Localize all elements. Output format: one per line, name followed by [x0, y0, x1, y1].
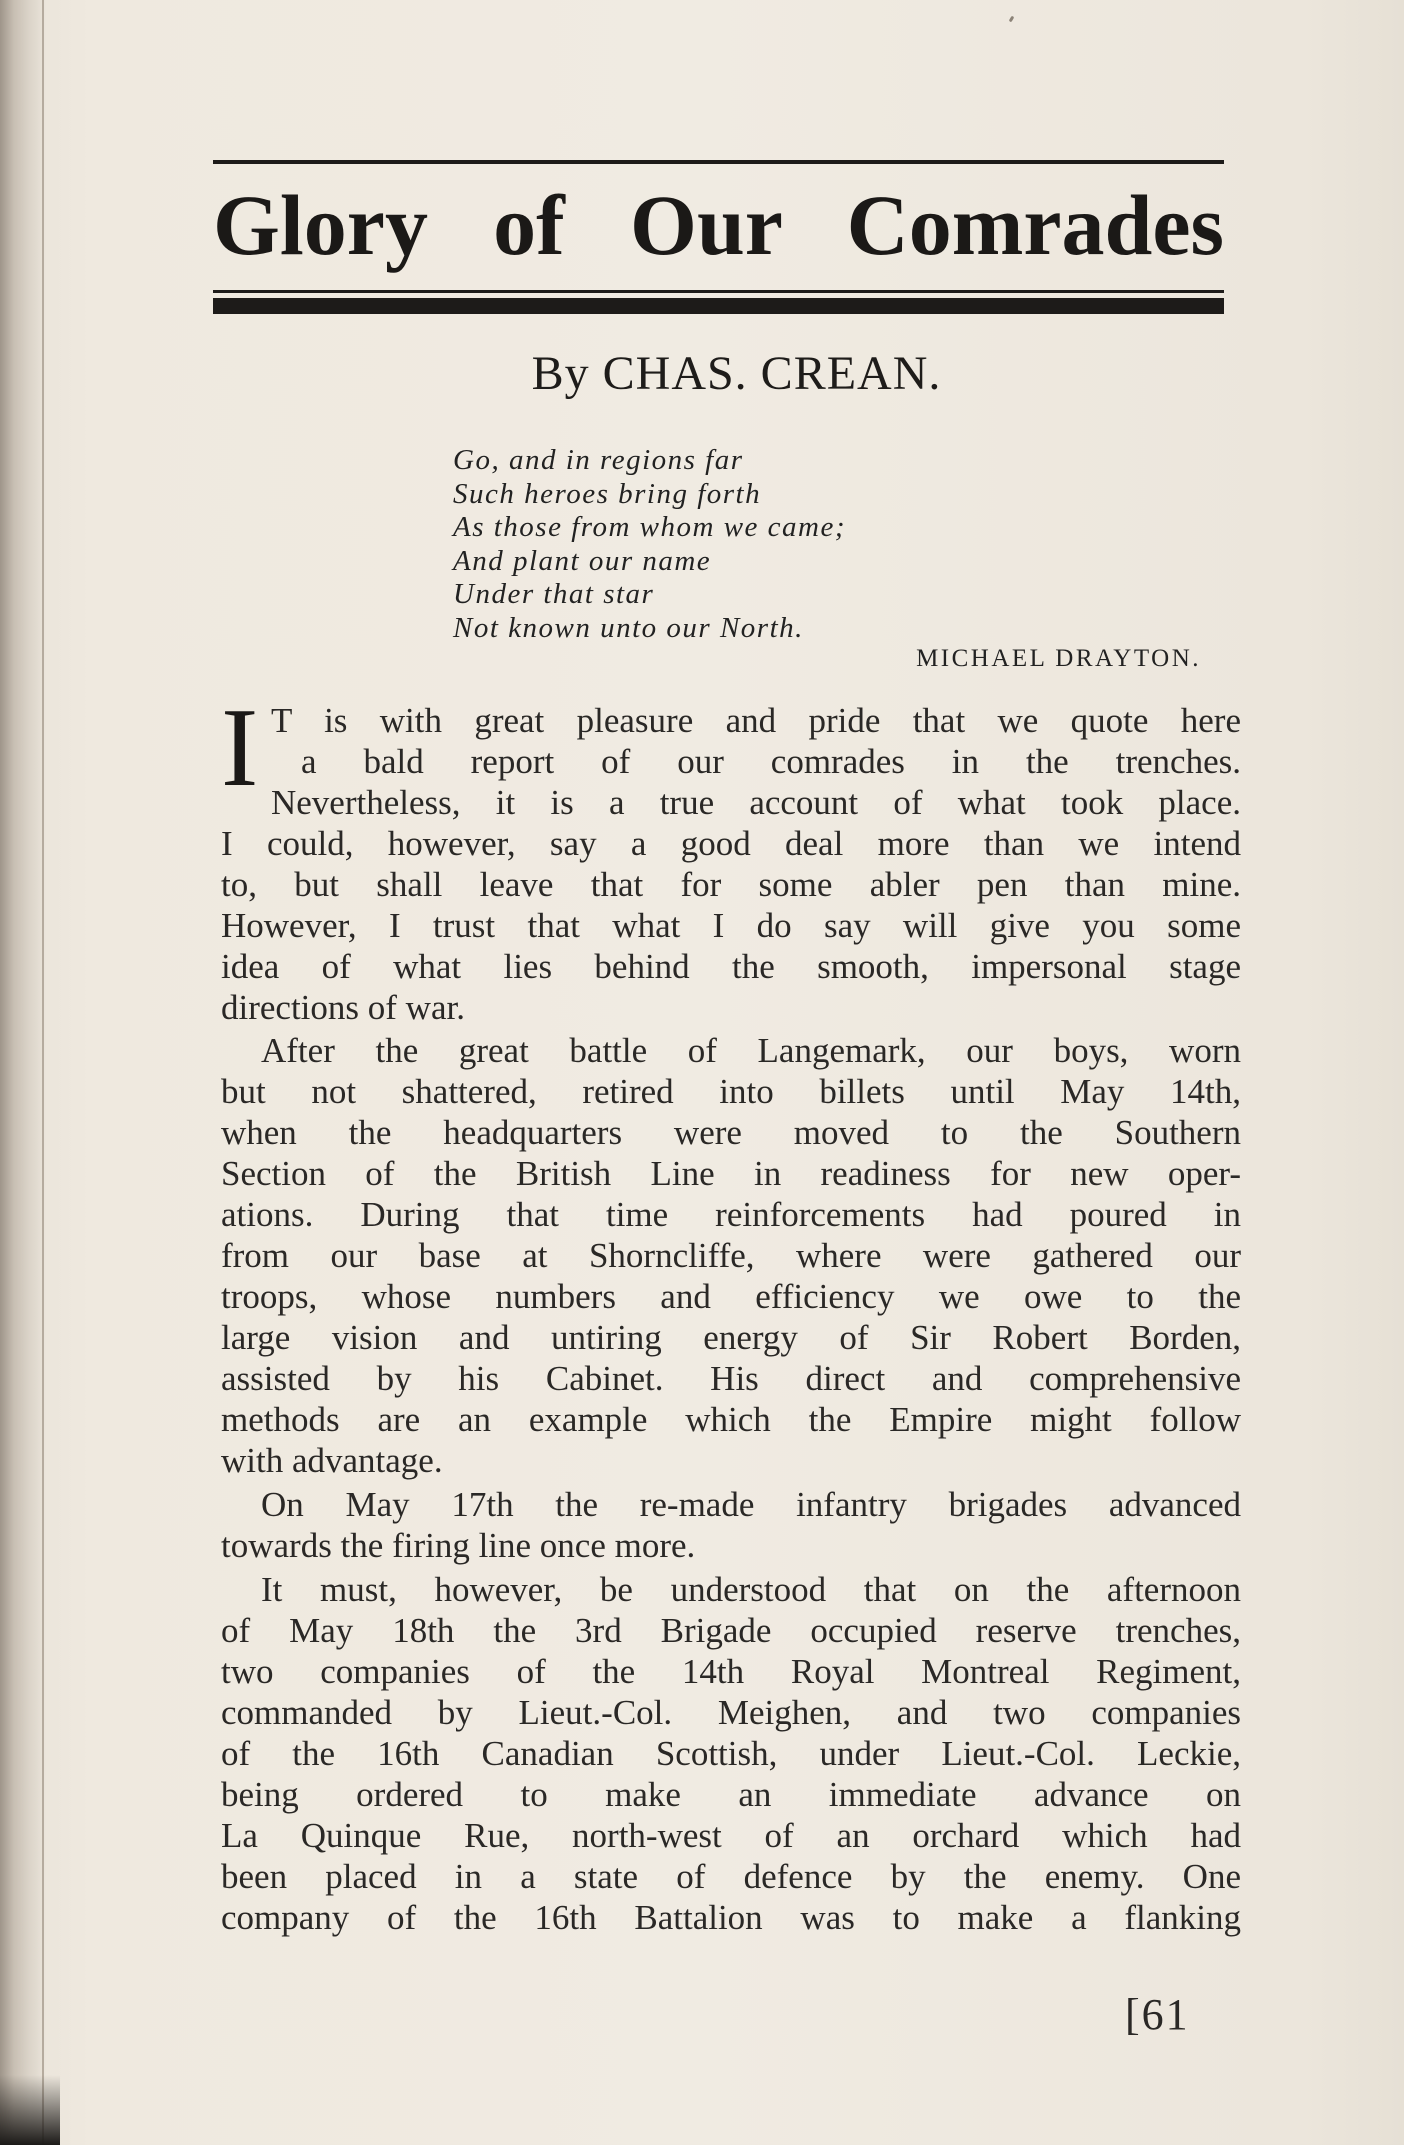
- body-line: ations. During that time reinforcements had poured in: [221, 1195, 1241, 1234]
- body-line: with advantage.: [221, 1441, 443, 1480]
- body-line: methods are an example which the Empire might follow: [221, 1400, 1241, 1439]
- title-rule-top: [213, 160, 1224, 164]
- body-line: directions of war.: [221, 988, 465, 1027]
- drop-cap: I: [221, 686, 259, 810]
- title-rule-bottom-thick: [213, 298, 1224, 314]
- epigraph-poem: [453, 444, 1213, 646]
- body-line: been placed in a state of defence by the enemy. One: [221, 1857, 1241, 1896]
- body-line: but not shattered, retired into billets until May 14th,: [221, 1072, 1241, 1111]
- poem-line: Such heroes bring forth: [453, 477, 762, 510]
- body-line: However, I trust that what I do say will give you some: [221, 906, 1241, 945]
- body-line: towards the firing line once more.: [221, 1526, 696, 1565]
- poem-line: Under that star: [453, 578, 655, 611]
- body-line: company of the 16th Battalion was to make a flanking: [221, 1898, 1241, 1937]
- body-line: of May 18th the 3rd Brigade occupied reserve trenches,: [221, 1611, 1241, 1650]
- body-line: Nevertheless, it is a true account of what took place.: [271, 783, 1241, 822]
- page-number: [61: [1125, 1990, 1190, 2039]
- body-line: On May 17th the re-made infantry brigades advanced: [261, 1485, 1241, 1524]
- poem-line: As those from whom we came;: [453, 511, 847, 544]
- body-line: Section of the British Line in readiness for new oper-: [221, 1154, 1241, 1193]
- body-line: idea of what lies behind the smooth, impersonal stage: [221, 947, 1241, 986]
- body-line: After the great battle of Langemark, our boys, worn: [261, 1031, 1241, 1070]
- paper-speck: [1009, 16, 1015, 23]
- body-line: when the headquarters were moved to the Southern: [221, 1113, 1241, 1152]
- body-line: assisted by his Cabinet. His direct and comprehensive: [221, 1359, 1241, 1398]
- epigraph-attribution: MICHAEL DRAYTON.: [916, 645, 1201, 672]
- body-line: commanded by Lieut.-Col. Meighen, and two companies: [221, 1693, 1241, 1732]
- body-line: troops, whose numbers and efficiency we owe to the: [221, 1277, 1241, 1316]
- body-line: It must, however, be understood that on the afternoon: [261, 1570, 1241, 1609]
- poem-line: And plant our name: [453, 544, 712, 577]
- poem-line: Not known unto our North.: [453, 611, 804, 644]
- article-byline: By CHAS. CREAN.: [531, 347, 942, 400]
- body-line: being ordered to make an immediate advance on: [221, 1775, 1241, 1814]
- body-line: T is with great pleasure and pride that we quote here: [271, 701, 1241, 740]
- corner-shadow: [0, 2075, 60, 2145]
- body-line: large vision and untiring energy of Sir Robert Borden,: [221, 1318, 1241, 1357]
- gutter-crease: [42, 0, 44, 2145]
- title-rule-bottom-thin: [213, 290, 1224, 293]
- body-line: to, but shall leave that for some abler pen than mine.: [221, 865, 1241, 904]
- body-line: from our base at Shorncliffe, where were gathered our: [221, 1236, 1241, 1275]
- article-title: Glory of Our Comrades: [213, 177, 1224, 273]
- poem-line: Go, and in regions far: [453, 444, 744, 476]
- body-line: two companies of the 14th Royal Montreal Regiment,: [221, 1652, 1241, 1691]
- body-line: I could, however, say a good deal more than we intend: [221, 824, 1241, 863]
- body-line: La Quinque Rue, north-west of an orchard which had: [221, 1816, 1241, 1855]
- body-line: a bald report of our comrades in the trenches.: [301, 742, 1241, 781]
- body-line: of the 16th Canadian Scottish, under Lieut.-Col. Leckie,: [221, 1734, 1241, 1773]
- page-gutter: [0, 0, 46, 2145]
